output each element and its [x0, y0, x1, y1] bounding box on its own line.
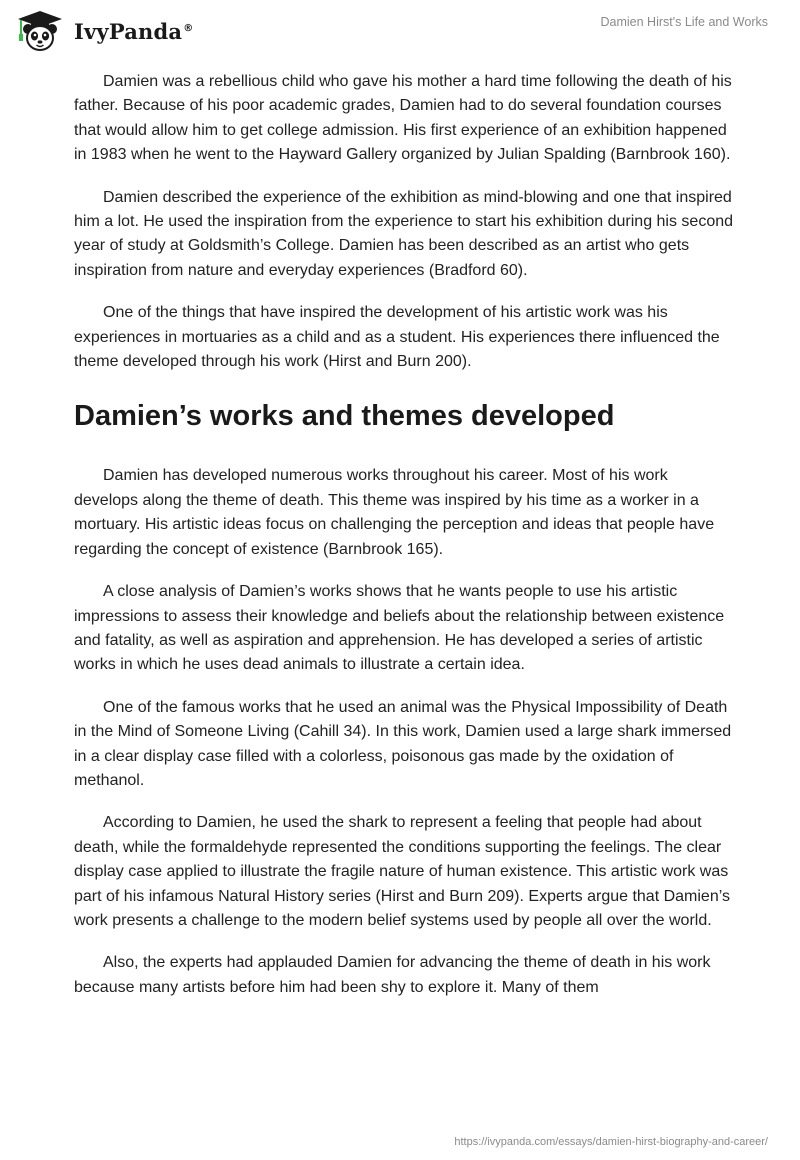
article-body [74, 70, 734, 1018]
paragraph: According to Damien, he used the shark to represent a feeling that people had about death, while the formaldehyde represented the conditions supporting the feelings. The clear display case applied to illustrate the fragile nature of human existence. This artistic work was part of his infamous Natural History series (Hirst and Burn 209). Experts argue that Damien’s work presents a challenge to the modern belief systems used by people all over the world. [74, 814, 730, 929]
section-heading: Damien’s works and themes developed [74, 400, 615, 433]
panda-graduate-icon [14, 9, 66, 53]
source-url[interactable]: https://ivypanda.com/essays/damien-hirst-biography-and-career/ [454, 1136, 768, 1148]
page-header [0, 0, 800, 60]
paragraph: Damien has developed numerous works throughout his career. Most of his work develops along the theme of death. This theme was inspired by his time as a worker in a mortuary. His artistic ideas focus on challenging the perception and ideas that people have regarding the concept of existence (Barnbrook 165). [74, 467, 715, 558]
paragraph: A close analysis of Damien’s works shows that he wants people to use his artistic impressions to assess their knowledge and beliefs about the relationship between existence and fatality, as well as aspiration and apprehension. He has developed a series of artistic works in which he uses dead animals to illustrate a certain idea. [74, 583, 725, 674]
paragraph: Damien was a rebellious child who gave his mother a hard time following the death of his father. Because of his poor academic grades, Damien had to do several foundation courses that would allow him to get college admission. His first experience of an exhibition happened in 1983 when he went to the Hayward Gallery organized by Julian Spalding (Barnbrook 160). [74, 73, 732, 164]
paragraph: One of the things that have inspired the development of his artistic work was his experiences in mortuaries as a child and as a student. His experiences there influenced the theme developed through his work (Hirst and Burn 200). [74, 304, 720, 371]
brand-logo[interactable] [14, 10, 193, 52]
document-title: Damien Hirst's Life and Works [600, 15, 768, 29]
paragraph: Damien described the experience of the exhibition as mind-blowing and one that inspired him a lot. He used the inspiration from the experience to start his exhibition during his second year of study at Goldsmith’s College. Damien has been described as an artist who gets inspiration from nature and everyday experiences (Bradford 60). [74, 188, 734, 279]
paragraph: One of the famous works that he used an animal was the Physical Impossibility of Death in the Mind of Someone Living (Cahill 34). In this work, Damien used a large shark immersed in a clear display case filled with a colorless, poisonous gas made by the oxidation of methanol. [74, 698, 732, 789]
brand-name: IvyPanda® [74, 18, 194, 44]
paragraph: Also, the experts had applauded Damien for advancing the theme of death in his work because many artists before him had been shy to explore it. Many of them [74, 954, 711, 996]
